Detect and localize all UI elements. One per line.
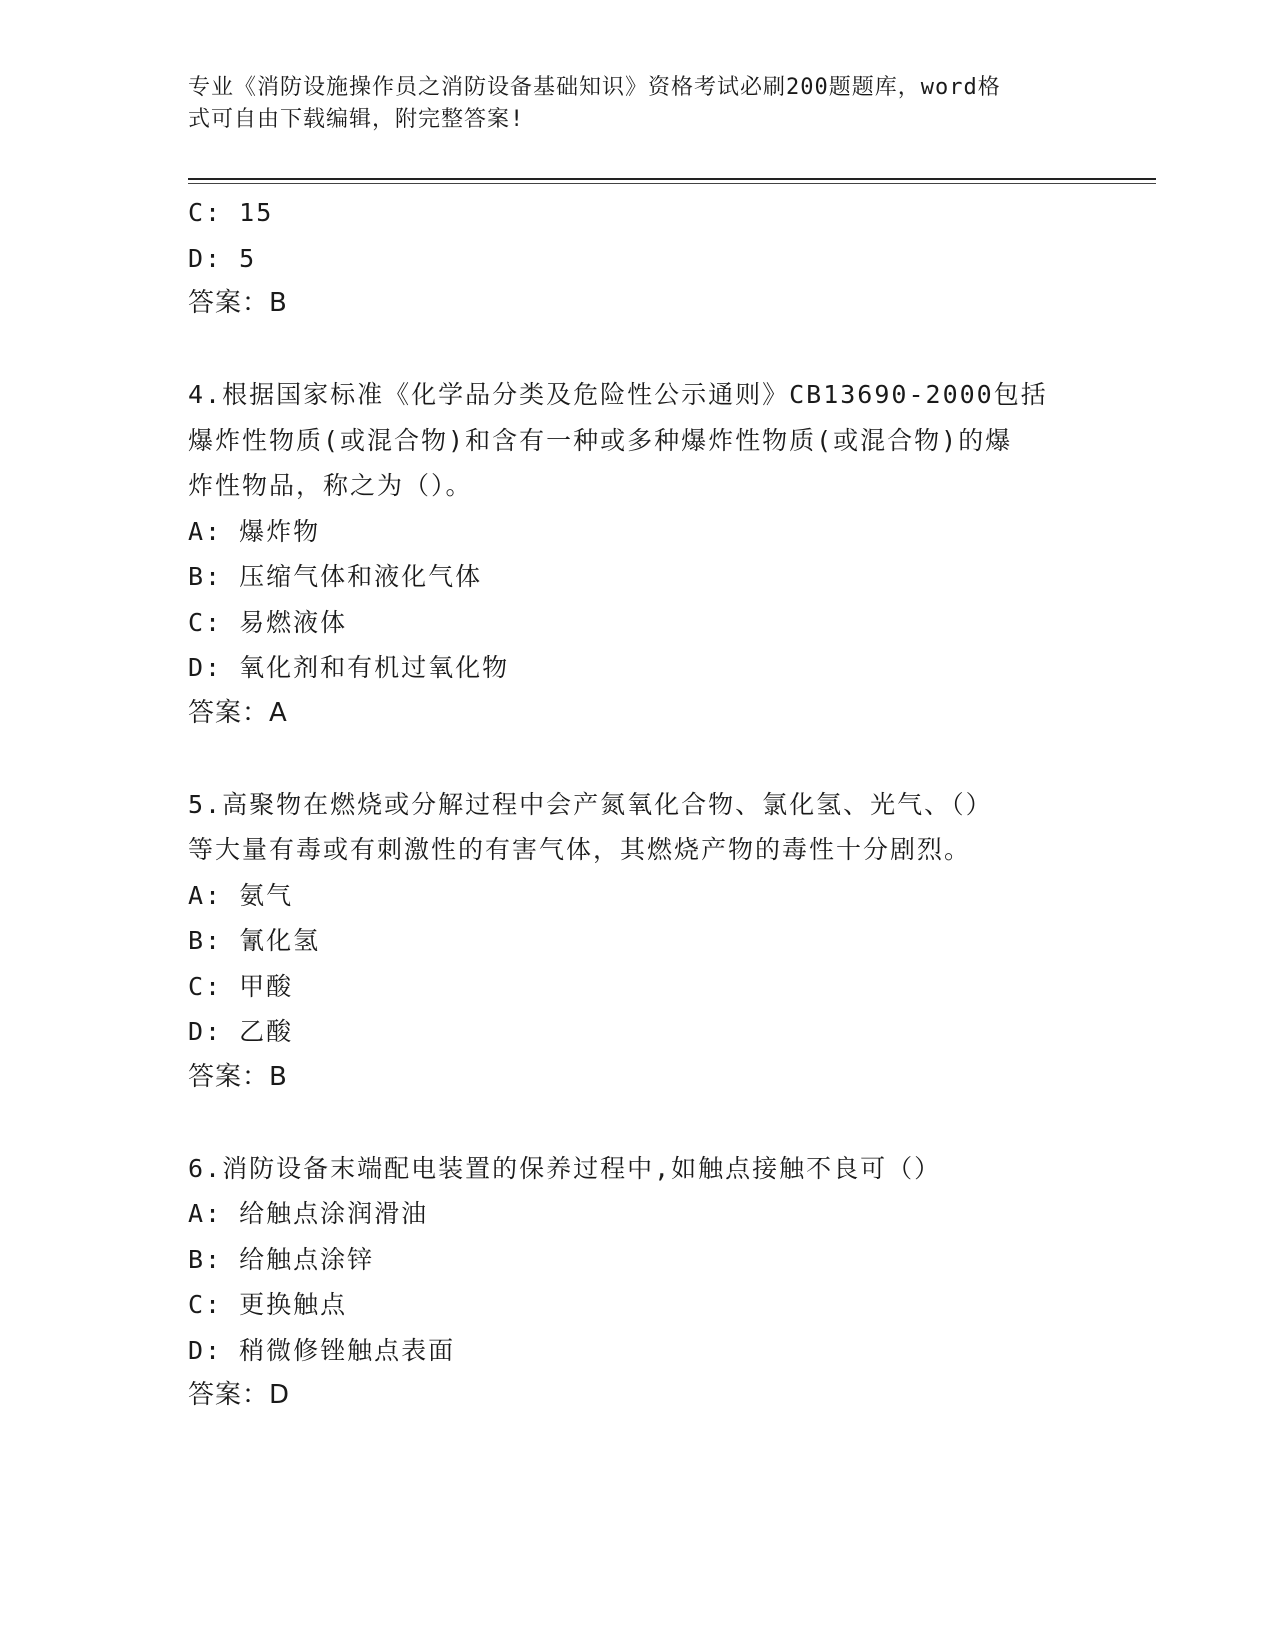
option-d: D: 5 (188, 243, 257, 273)
option-d: D: 稍微修锉触点表面 (188, 1335, 456, 1365)
question-stem-line: 爆炸性物质(或混合物)和含有一种或多种爆炸性物质(或混合物)的爆 (188, 425, 1013, 455)
question-list (188, 190, 1088, 1419)
question-5 (188, 782, 1088, 1101)
answer-line: 答案：B (188, 288, 288, 318)
header-divider-thin (188, 183, 1156, 184)
header-line-2: 式可自由下载编辑，附完整答案! (188, 107, 525, 132)
option-a: A: 给触点涂润滑油 (188, 1199, 429, 1228)
option-b: B: 氰化氢 (188, 926, 321, 955)
question-stem-line: 5.高聚物在燃烧或分解过程中会产氮氧化合物、氯化氢、光气、（） (188, 789, 993, 819)
question-stem-line: 6.消防设备末端配电装置的保养过程中,如触点接触不良可（） (188, 1153, 942, 1183)
answer-line: 答案：B (188, 1061, 288, 1092)
header-divider-thick (188, 178, 1156, 180)
option-a: A: 爆炸物 (188, 516, 321, 546)
option-c: C: 15 (188, 198, 274, 227)
option-d: D: 氧化剂和有机过氧化物 (188, 653, 510, 682)
question-6 (188, 1146, 1088, 1419)
option-c: C: 易燃液体 (188, 607, 348, 637)
document-header (188, 72, 1088, 136)
option-b: B: 给触点涂锌 (188, 1244, 375, 1274)
option-c: C: 更换触点 (188, 1290, 348, 1319)
question-4 (188, 372, 1088, 736)
header-line-1: 专业《消防设施操作员之消防设备基础知识》资格考试必刷200题题库，word格 (188, 75, 1001, 100)
option-c: C: 甲酸 (188, 971, 294, 1001)
option-b: B: 压缩气体和液化气体 (188, 562, 483, 591)
question-stem-line: 4.根据国家标准《化学品分类及危险性公示通则》CB13690-2000包括 (188, 380, 1048, 409)
question-stem-line: 等大量有毒或有刺激性的有害气体，其燃烧产物的毒性十分剧烈。 (188, 835, 972, 864)
answer-line: 答案：D (188, 1380, 291, 1410)
answer-line: 答案：A (188, 697, 288, 728)
partial-question (188, 190, 1088, 327)
option-a: A: 氨气 (188, 880, 294, 910)
option-d: D: 乙酸 (188, 1017, 294, 1046)
question-stem-line: 炸性物品，称之为（）。 (188, 471, 473, 500)
